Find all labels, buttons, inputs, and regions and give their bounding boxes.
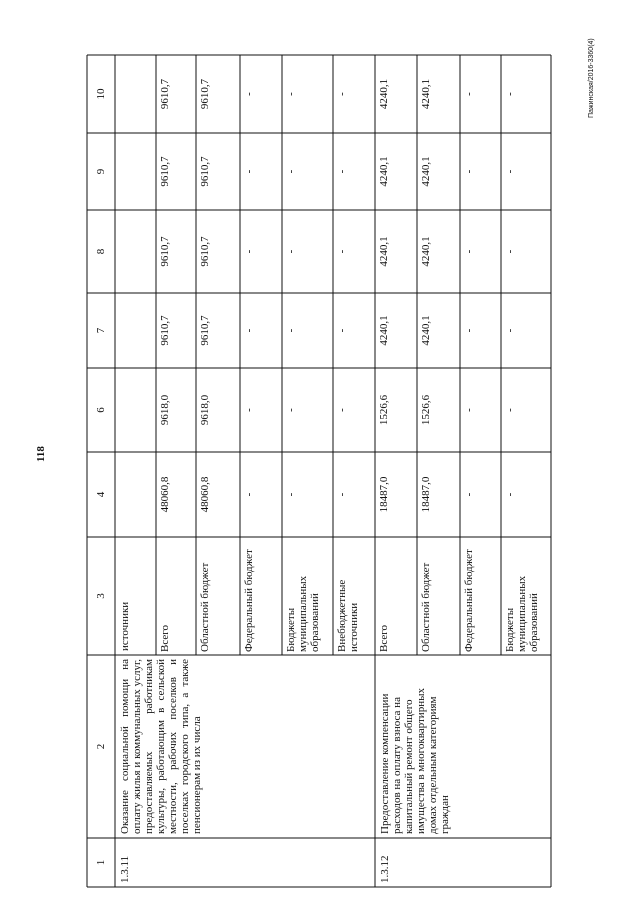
source-label: Федеральный бюджет [243, 549, 255, 652]
column-number: 2 [95, 743, 107, 750]
value-cell: - [504, 92, 516, 96]
source-label: Бюджеты муниципальных образований [285, 575, 321, 652]
value-cell: - [336, 492, 348, 497]
value-cell: 18487,0 [420, 476, 432, 513]
value-cell: 4240,1 [378, 78, 390, 110]
value-cell: 4240,1 [378, 315, 390, 346]
value-cell: 4240,1 [378, 236, 390, 267]
value-cell: 4240,1 [420, 156, 432, 187]
value-cell: - [463, 328, 475, 333]
row-code: 1.3.11 [119, 855, 131, 883]
value-cell: 9610,7 [159, 236, 171, 267]
value-cell: 18487,0 [378, 476, 390, 513]
value-cell: - [285, 492, 297, 497]
sources-subheader: источники [119, 601, 131, 651]
value-cell: 9610,7 [199, 236, 211, 267]
value-cell: 9610,7 [199, 78, 211, 110]
source-label: Всего [378, 625, 390, 652]
value-cell: - [336, 328, 348, 333]
value-cell: - [285, 169, 297, 174]
value-cell: - [243, 169, 255, 174]
column-number: 10 [95, 88, 107, 100]
value-cell: - [463, 169, 475, 174]
value-cell: 4240,1 [420, 236, 432, 267]
value-cell: - [504, 328, 516, 333]
column-number: 4 [95, 491, 107, 498]
source-label: Областной бюджет [199, 562, 211, 652]
value-cell: - [243, 249, 255, 254]
value-cell: 1526,6 [378, 394, 390, 426]
value-cell: - [243, 492, 255, 497]
column-number: 1 [95, 859, 107, 866]
value-cell: 4240,1 [420, 315, 432, 346]
column-number: 9 [95, 168, 107, 175]
value-cell: - [463, 92, 475, 96]
value-cell: 9610,7 [199, 315, 211, 346]
value-cell: 9618,0 [159, 394, 171, 426]
source-label: Бюджеты муниципальных образований [504, 575, 540, 652]
value-cell: 9610,7 [159, 315, 171, 346]
row-code: 1.3.12 [379, 855, 391, 883]
value-cell: - [243, 408, 255, 412]
value-cell: - [336, 169, 348, 174]
value-cell: - [243, 92, 255, 96]
column-number: 6 [95, 407, 107, 413]
value-cell: - [463, 408, 475, 412]
page-number: 118 [35, 446, 47, 462]
value-cell: 9610,7 [159, 78, 171, 110]
value-cell: 4240,1 [420, 78, 432, 110]
value-cell: - [285, 408, 297, 412]
value-cell: 9610,7 [159, 156, 171, 187]
value-cell: 48060,8 [199, 476, 211, 513]
value-cell: - [504, 249, 516, 254]
column-number: 8 [95, 248, 107, 255]
value-cell: - [285, 92, 297, 96]
source-label: Областной бюджет [420, 562, 432, 652]
row-description: Предоставление компенсации расходов на оплату взноса на капитальный ремонт общего имущества в многоквартирных домах отдельным категориям граждан [379, 688, 451, 834]
value-cell: 1526,6 [420, 394, 432, 426]
source-label: Федеральный бюджет [463, 549, 475, 652]
value-cell: - [336, 249, 348, 254]
column-number: 3 [95, 593, 107, 599]
source-label: Всего [159, 625, 171, 652]
value-cell: 9610,7 [199, 156, 211, 187]
value-cell: - [504, 492, 516, 497]
value-cell: - [463, 492, 475, 497]
value-cell: - [285, 328, 297, 333]
value-cell: - [285, 249, 297, 254]
document-code: Пажинская/2016-3360(4) [588, 38, 595, 118]
value-cell: - [336, 92, 348, 96]
source-label: Внебюджетные источники [336, 579, 360, 652]
value-cell: 9618,0 [199, 394, 211, 426]
value-cell: 4240,1 [378, 156, 390, 187]
row-description: Оказание социальной помощи на оплату жилья и коммунальных услуг, предоставляемых работникам культуры, работающим в сельской местности, рабочих поселков и поселках городского типа, а также пенсионерам из их числа [119, 659, 203, 834]
value-cell: - [504, 408, 516, 412]
value-cell: - [243, 328, 255, 333]
value-cell: - [336, 408, 348, 412]
value-cell: - [463, 249, 475, 254]
value-cell: - [504, 169, 516, 174]
value-cell: 48060,8 [159, 476, 171, 513]
column-number: 7 [95, 327, 107, 334]
